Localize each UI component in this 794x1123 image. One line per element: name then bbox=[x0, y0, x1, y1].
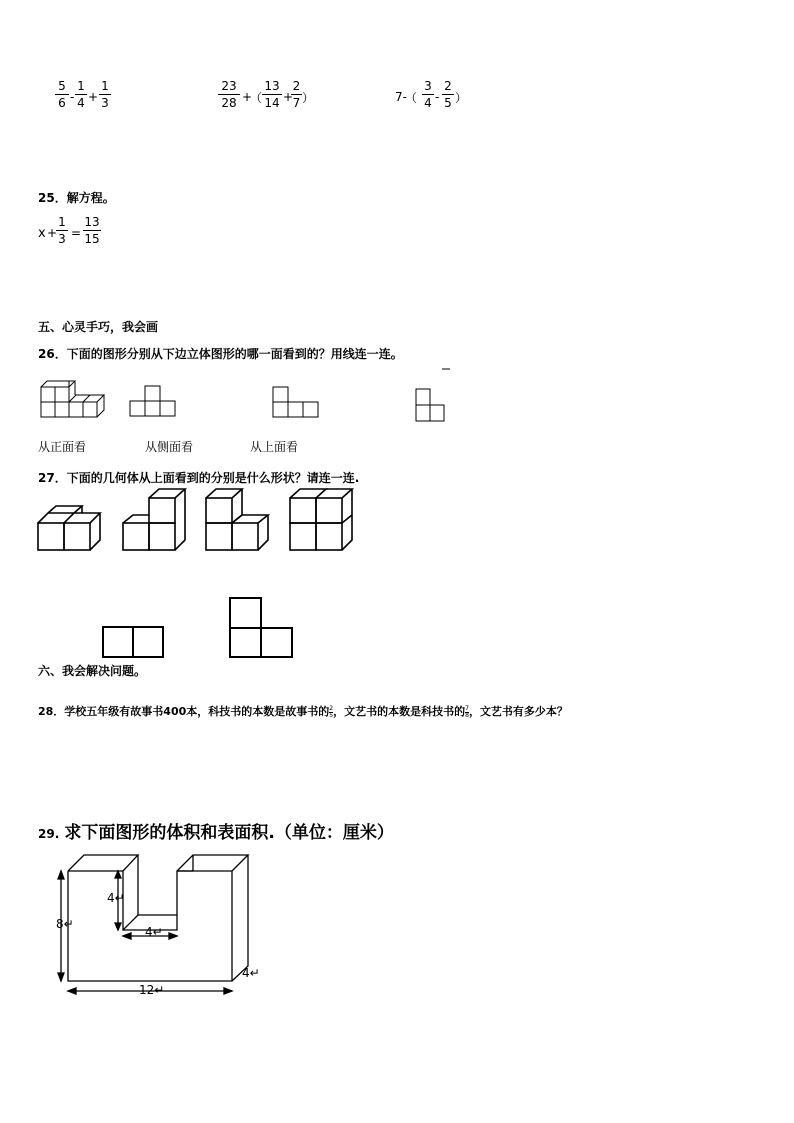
q27-solid-2 bbox=[123, 489, 185, 550]
question-26-text: 26．下面的图形分别从下边立体图形的哪一面看到的？用线连一连。 bbox=[38, 347, 403, 361]
q27-top-views bbox=[95, 590, 300, 662]
label-front-view: 从正面看 bbox=[38, 440, 87, 454]
paren: （ bbox=[250, 91, 263, 105]
q27-top-view-a bbox=[103, 627, 163, 657]
fraction: 13 14 bbox=[262, 80, 282, 109]
dim-notch-depth-label: 4↵ bbox=[107, 891, 125, 905]
q26-view-a bbox=[130, 386, 175, 416]
fraction: 5 6 bbox=[55, 80, 69, 109]
q26-solid-figure bbox=[41, 381, 104, 417]
label-side-view: 从侧面看 bbox=[145, 440, 194, 454]
question-29 bbox=[38, 818, 394, 843]
variable: x bbox=[38, 226, 46, 241]
question-29-text: 求下面图形的体积和表面积.（单位：厘米） bbox=[64, 823, 394, 843]
dim-notch-width-label: 4↵ bbox=[145, 925, 163, 939]
q28-text-part: ，文艺书的本数是科技书的 bbox=[333, 705, 466, 718]
operator: + bbox=[242, 90, 253, 104]
fraction: 2 7 bbox=[292, 79, 301, 110]
fraction: 23 28 bbox=[218, 80, 240, 109]
q26-view-c bbox=[416, 369, 450, 421]
question-29-number: 29. bbox=[38, 827, 60, 841]
question-28-text bbox=[38, 703, 568, 719]
q26-view-b bbox=[273, 387, 318, 417]
operator: + bbox=[283, 90, 294, 104]
dim-width-label: 4↵ bbox=[242, 966, 260, 980]
q27-solids bbox=[34, 488, 364, 558]
fraction: 3 4 bbox=[422, 80, 434, 109]
fraction: 1 4 bbox=[75, 80, 87, 109]
dim-height-label: 8↵ bbox=[56, 917, 74, 931]
fraction: $\frac{7}{8}$ bbox=[465, 704, 469, 719]
question-27-text: 27．下面的几何体从上面看到的分别是什么形状？请连一连. bbox=[38, 471, 360, 485]
operator: - bbox=[70, 90, 75, 104]
question-25-label: 25．解方程。 bbox=[38, 191, 115, 205]
q27-solid-1 bbox=[38, 506, 100, 550]
fraction: 2 5 bbox=[442, 80, 454, 109]
label-top-view: 从上面看 bbox=[250, 440, 299, 454]
q27-solid-4 bbox=[290, 489, 352, 550]
q28-text-part: 28．学校五年级有故事书400本，科技书的本数是故事书的 bbox=[38, 705, 330, 718]
section-5-title: 五、心灵手巧，我会画 bbox=[38, 320, 159, 334]
q28-text-part: ，文艺书有多少本？ bbox=[468, 705, 568, 718]
fraction: $\frac{2}{5}$ bbox=[329, 704, 334, 719]
paren: ） bbox=[455, 91, 468, 105]
fraction: 13 15 bbox=[84, 215, 100, 246]
operator: - bbox=[435, 90, 440, 104]
fraction: 1 3 bbox=[56, 216, 68, 245]
equals-sign: = bbox=[71, 226, 82, 240]
section-6-title: 六、我会解决问题。 bbox=[38, 664, 147, 678]
q27-top-view-b bbox=[230, 598, 292, 657]
paren: （ bbox=[405, 91, 418, 105]
paren: ） bbox=[302, 91, 315, 105]
operator: + bbox=[47, 226, 58, 240]
operator: + bbox=[88, 90, 99, 104]
fraction: 1 3 bbox=[99, 80, 111, 109]
operand: 7- bbox=[395, 90, 407, 104]
dim-length-label: 12↵ bbox=[139, 983, 165, 997]
q27-solid-3 bbox=[206, 489, 268, 550]
q26-figures bbox=[30, 365, 470, 430]
